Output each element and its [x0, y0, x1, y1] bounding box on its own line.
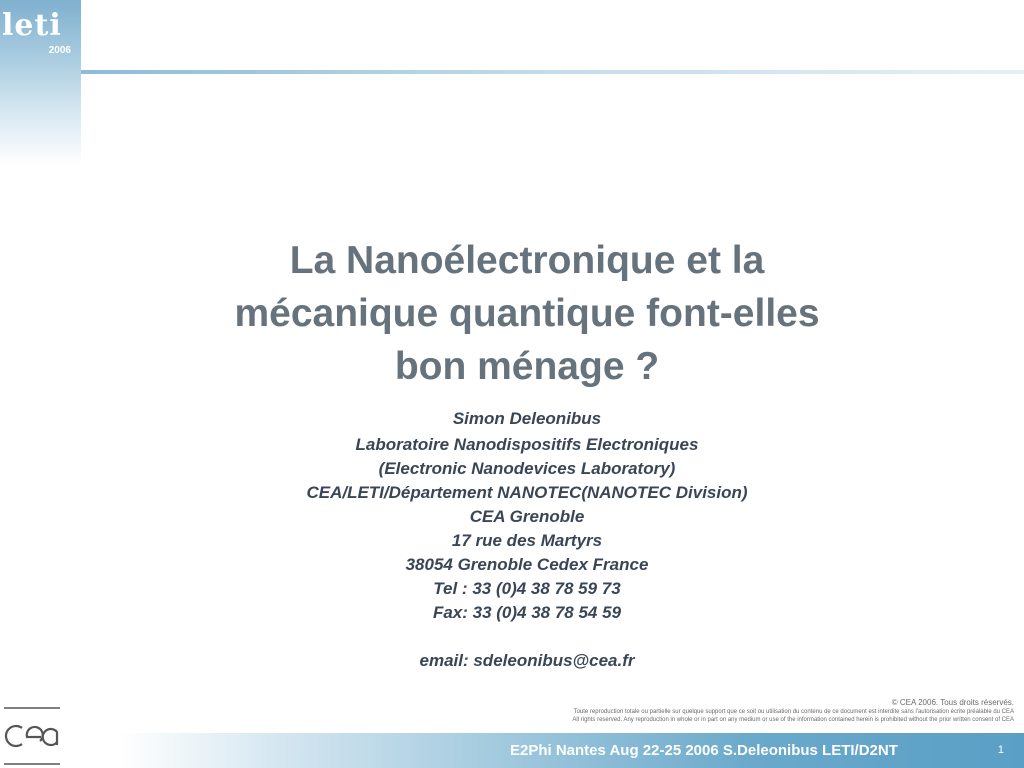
footer-bar	[120, 733, 1024, 768]
footer-text: E2Phi Nantes Aug 22-25 2006 S.Deleonibus LETI/D2NT	[510, 742, 898, 759]
title-line-1: La Nanoélectronique et la	[289, 239, 765, 282]
copyright-line-3: All rights reserved. Any reproduction in whole or in part on any medium or use of the information contained herein is prohibited without the prior written consent of CEA	[572, 717, 1014, 723]
page-number: 1	[997, 744, 1004, 756]
leti-logo-text: leti	[2, 8, 62, 43]
affiliation-line-4: CEA Grenoble	[469, 507, 585, 526]
title-line-2: mécanique quantique font-elles	[234, 292, 820, 335]
telephone: Tel : 33 (0)4 38 78 59 73	[433, 579, 621, 598]
copyright-notice	[414, 698, 1014, 724]
affiliation-line-2: (Electronic Nanodevices Laboratory)	[378, 459, 676, 478]
cea-logo-icon	[0, 704, 64, 768]
author-name: Simon Deleonibus	[452, 409, 602, 428]
spacer	[130, 625, 924, 649]
copyright-line-1: © CEA 2006. Tous droits réservés.	[891, 698, 1014, 707]
fax: Fax: 33 (0)4 38 78 54 59	[432, 603, 622, 622]
slide-title	[130, 234, 924, 393]
address-street: 17 rue des Martyrs	[451, 531, 603, 550]
leti-logo-year: 2006	[48, 45, 71, 56]
cea-logo	[0, 704, 64, 768]
email: email: sdeleonibus@cea.fr	[419, 651, 635, 670]
affiliation-line-1: Laboratoire Nanodispositifs Electroniques	[355, 435, 699, 454]
leti-logo	[2, 6, 80, 58]
copyright-line-2: Toute reproduction totale ou partielle sur quelque support que ce soit ou utilisation du contenu de ce document est interdite sans l'autorisation écrite préalable du CEA	[573, 709, 1014, 715]
affiliation-line-3: CEA/LETI/Département NANOTEC(NANOTEC Division)	[306, 483, 748, 502]
address-city: 38054 Grenoble Cedex France	[405, 555, 649, 574]
author-block	[130, 407, 924, 673]
header-divider	[81, 70, 1024, 74]
title-line-3: bon ménage ?	[394, 345, 660, 388]
header-logo-panel	[0, 0, 81, 165]
